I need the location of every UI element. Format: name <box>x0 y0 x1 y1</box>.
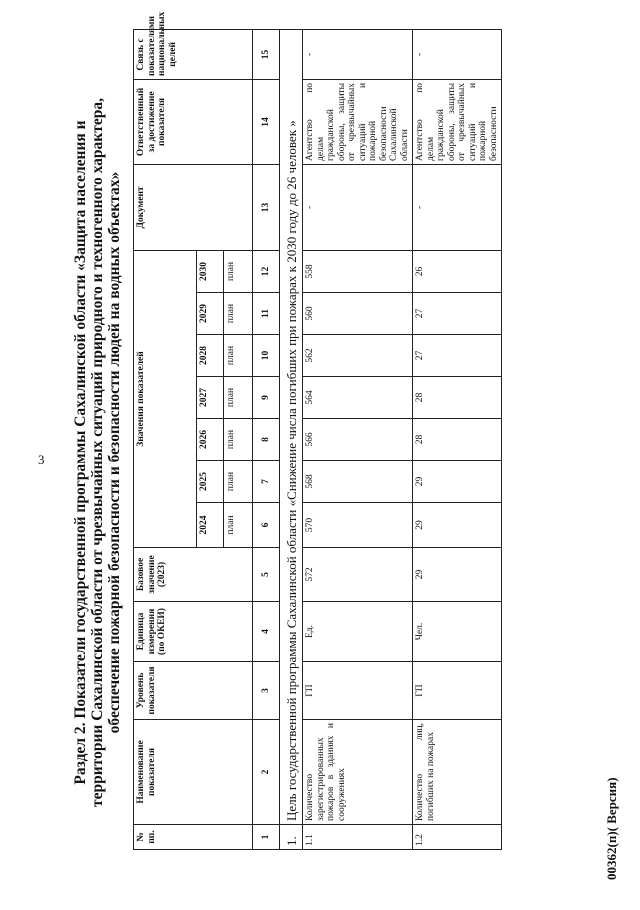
plan-cell: план <box>224 419 253 461</box>
header-row <box>134 29 197 849</box>
indicator-name: Количество зарегистрированных пожаров в зданиях и сооружениях <box>303 720 413 825</box>
year-cell: 2027 <box>197 377 224 419</box>
rotated-page-content <box>10 11 619 880</box>
table-row <box>413 29 502 849</box>
column-number: 13 <box>253 164 280 250</box>
column-number: 1 <box>253 825 280 850</box>
value-cell: 562 <box>303 335 413 377</box>
year-cell: 2029 <box>197 293 224 335</box>
document-version-footer: 00362(п)( Версия) <box>604 777 619 880</box>
column-number: 6 <box>253 503 280 548</box>
value-cell: 558 <box>303 250 413 292</box>
link-cell: - <box>303 29 413 79</box>
indicator-unit: Чел. <box>413 602 502 662</box>
value-cell: 570 <box>303 503 413 548</box>
column-number: 5 <box>253 548 280 602</box>
value-cell: 28 <box>413 419 502 461</box>
value-cell: 28 <box>413 377 502 419</box>
year-cell: 2030 <box>197 250 224 292</box>
value-cell: 560 <box>303 293 413 335</box>
header-level: Уровень показателя <box>134 662 253 720</box>
goal-row <box>280 29 303 849</box>
responsible-cell: Агентство по делам гражданской обороны, защиты от чрезвычайных ситуаций и пожарной безопасности Сахалинской области <box>303 79 413 164</box>
header-unit: Единица измерения (по ОКЕИ) <box>134 602 253 662</box>
plan-cell: план <box>224 335 253 377</box>
plan-cell: план <box>224 377 253 419</box>
row-number: 1.1 <box>303 825 413 850</box>
header-base: Базовое значение (2023) <box>134 548 253 602</box>
value-cell: 568 <box>303 461 413 503</box>
header-name: Наименование показателя <box>134 720 253 825</box>
section-title: Раздел 2. Показатели государственной программы Сахалинской области «Защита населения и территории Сахалинской области от чрезвычайных ситуаций природного и техногенного характера, обеспечение пожарной безопасности и безопасности людей на водных объектах» <box>72 98 123 807</box>
year-cell: 2026 <box>197 419 224 461</box>
column-number: 9 <box>253 377 280 419</box>
link-cell: - <box>413 29 502 79</box>
goal-number: 1. <box>280 825 303 850</box>
value-cell: 29 <box>413 503 502 548</box>
header-responsible: Ответственный за достижение показателя <box>134 79 253 164</box>
column-number: 3 <box>253 662 280 720</box>
value-cell: 564 <box>303 377 413 419</box>
value-cell: 26 <box>413 250 502 292</box>
year-cell: 2025 <box>197 461 224 503</box>
column-number: 8 <box>253 419 280 461</box>
column-number: 14 <box>253 79 280 164</box>
year-cell: 2024 <box>197 503 224 548</box>
header-link: Связь с показателями национальных целей <box>134 29 253 79</box>
page-number: 3 <box>38 452 45 467</box>
indicator-level: ГП <box>413 662 502 720</box>
value-cell: 29 <box>413 461 502 503</box>
column-numbers-row <box>253 29 280 849</box>
column-number: 2 <box>253 720 280 825</box>
value-cell: 27 <box>413 293 502 335</box>
year-cell: 2028 <box>197 335 224 377</box>
value-cell: 566 <box>303 419 413 461</box>
column-number: 10 <box>253 335 280 377</box>
document-cell: - <box>413 164 502 250</box>
column-number: 7 <box>253 461 280 503</box>
indicator-name: Количество лиц, погибших на пожарах <box>413 720 502 825</box>
document-cell: - <box>303 164 413 250</box>
column-number: 11 <box>253 293 280 335</box>
header-values: Значения показателей <box>134 250 197 547</box>
goal-text: Цель государственной программы Сахалинской области «Снижение числа погибших при пожарах к 2030 году до 26 человек » <box>280 29 303 824</box>
base-value: 29 <box>413 548 502 602</box>
responsible-cell: Агентство по делам гражданской обороны, защиты от чрезвычайных ситуаций и пожарной безопасности <box>413 79 502 164</box>
column-number: 15 <box>253 29 280 79</box>
table-row <box>303 29 413 849</box>
plan-cell: план <box>224 461 253 503</box>
indicators-table <box>133 11 502 850</box>
header-document: Документ <box>134 164 253 250</box>
base-value: 572 <box>303 548 413 602</box>
indicator-level: ГП <box>303 662 413 720</box>
column-number: 12 <box>253 250 280 292</box>
plan-cell: план <box>224 503 253 548</box>
indicator-unit: Ед. <box>303 602 413 662</box>
column-number: 4 <box>253 602 280 662</box>
plan-cell: план <box>224 293 253 335</box>
row-number: 1.2 <box>413 825 502 850</box>
plan-cell: план <box>224 250 253 292</box>
header-num: № пп. <box>134 825 253 850</box>
value-cell: 27 <box>413 335 502 377</box>
